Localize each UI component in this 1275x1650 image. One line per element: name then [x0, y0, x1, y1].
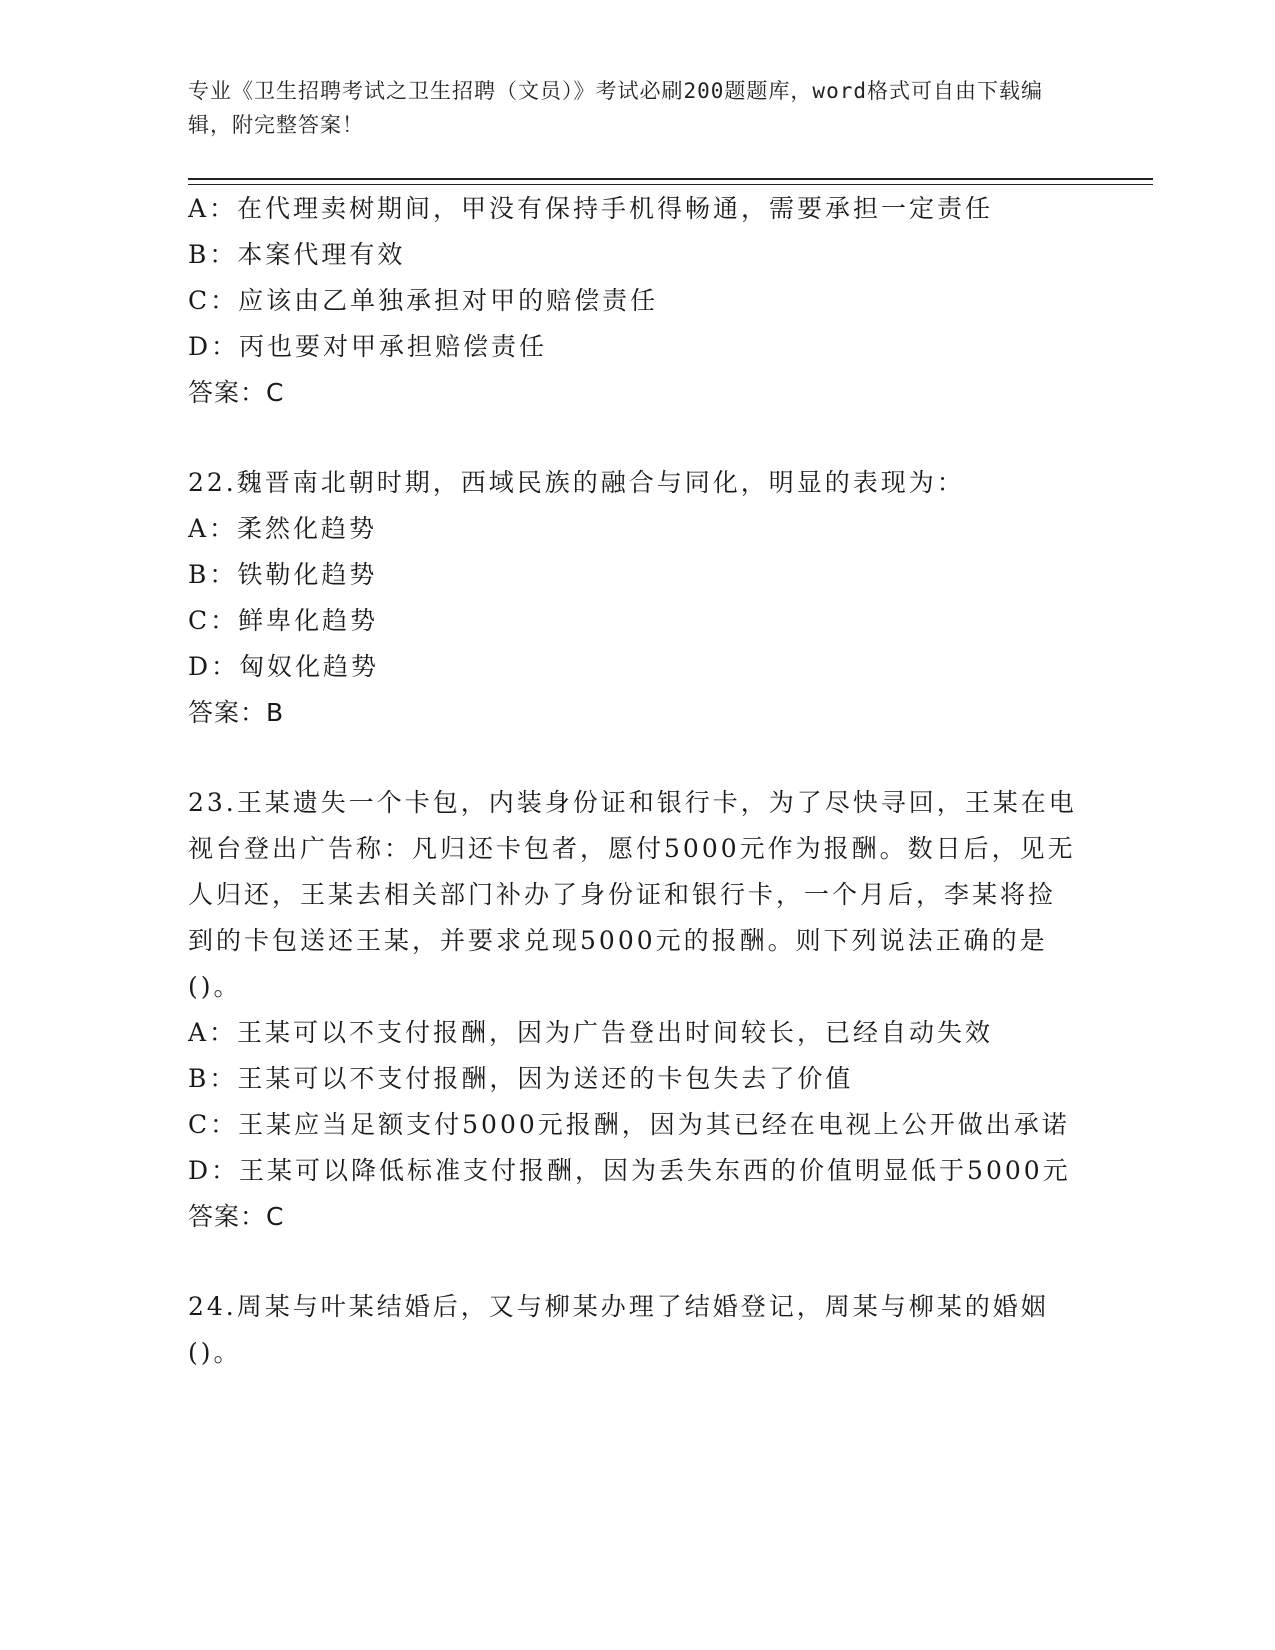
q21-answer: 答案：C	[188, 378, 285, 407]
q24-question: 24.周某与叶某结婚后，又与柳某办理了结婚登记，周某与柳某的婚姻()。	[188, 1292, 1049, 1367]
q21-option-b: B：本案代理有效	[188, 240, 406, 269]
q23-option-a: A：王某可以不支付报酬，因为广告登出时间较长，已经自动失效	[188, 1018, 994, 1047]
q23-option-b: B：王某可以不支付报酬，因为送还的卡包失去了价值	[188, 1064, 854, 1093]
header-rule-thin	[188, 184, 1153, 185]
q23-option-c: C：王某应当足额支付5000元报酬，因为其已经在电视上公开做出承诺	[188, 1110, 1070, 1139]
q22-question: 22.魏晋南北朝时期，西域民族的融合与同化，明显的表现为：	[188, 468, 965, 497]
q21-option-d: D：丙也要对甲承担赔偿责任	[188, 332, 548, 361]
spacer	[188, 416, 1078, 460]
q22-option-b: B：铁勒化趋势	[188, 560, 378, 589]
q23-question: 23.王某遗失一个卡包，内装身份证和银行卡，为了尽快寻回，王某在电视台登出广告称：凡归还卡包者，愿付5000元作为报酬。数日后，见无人归还，王某去相关部门补办了身份证和银行卡，一个月后，李某将捡到的卡包送还王某，并要求兑现5000元的报酬。则下列说法正确的是()。	[188, 788, 1077, 1001]
header-rule-thick	[188, 178, 1153, 180]
q22-option-a: A：柔然化趋势	[188, 514, 378, 543]
q22-option-d: D：匈奴化趋势	[188, 652, 380, 681]
question-22	[188, 460, 1078, 736]
document-body	[188, 186, 1078, 1376]
question-21	[188, 186, 1078, 416]
q21-option-c: C：应该由乙单独承担对甲的赔偿责任	[188, 286, 659, 315]
q21-option-a: A：在代理卖树期间，甲没有保持手机得畅通，需要承担一定责任	[188, 194, 994, 223]
question-24	[188, 1284, 1078, 1376]
q23-answer: 答案：C	[188, 1202, 285, 1231]
page-header: 专业《卫生招聘考试之卫生招聘（文员）》考试必刷200题题库，word格式可自由下载编辑，附完整答案！	[188, 79, 1043, 137]
spacer	[188, 736, 1078, 780]
q23-option-d: D：王某可以降低标准支付报酬，因为丢失东西的价值明显低于5000元	[188, 1156, 1071, 1185]
q22-option-c: C：鲜卑化趋势	[188, 606, 379, 635]
question-23	[188, 780, 1078, 1240]
spacer	[188, 1240, 1078, 1284]
q22-answer: 答案：B	[188, 698, 285, 727]
